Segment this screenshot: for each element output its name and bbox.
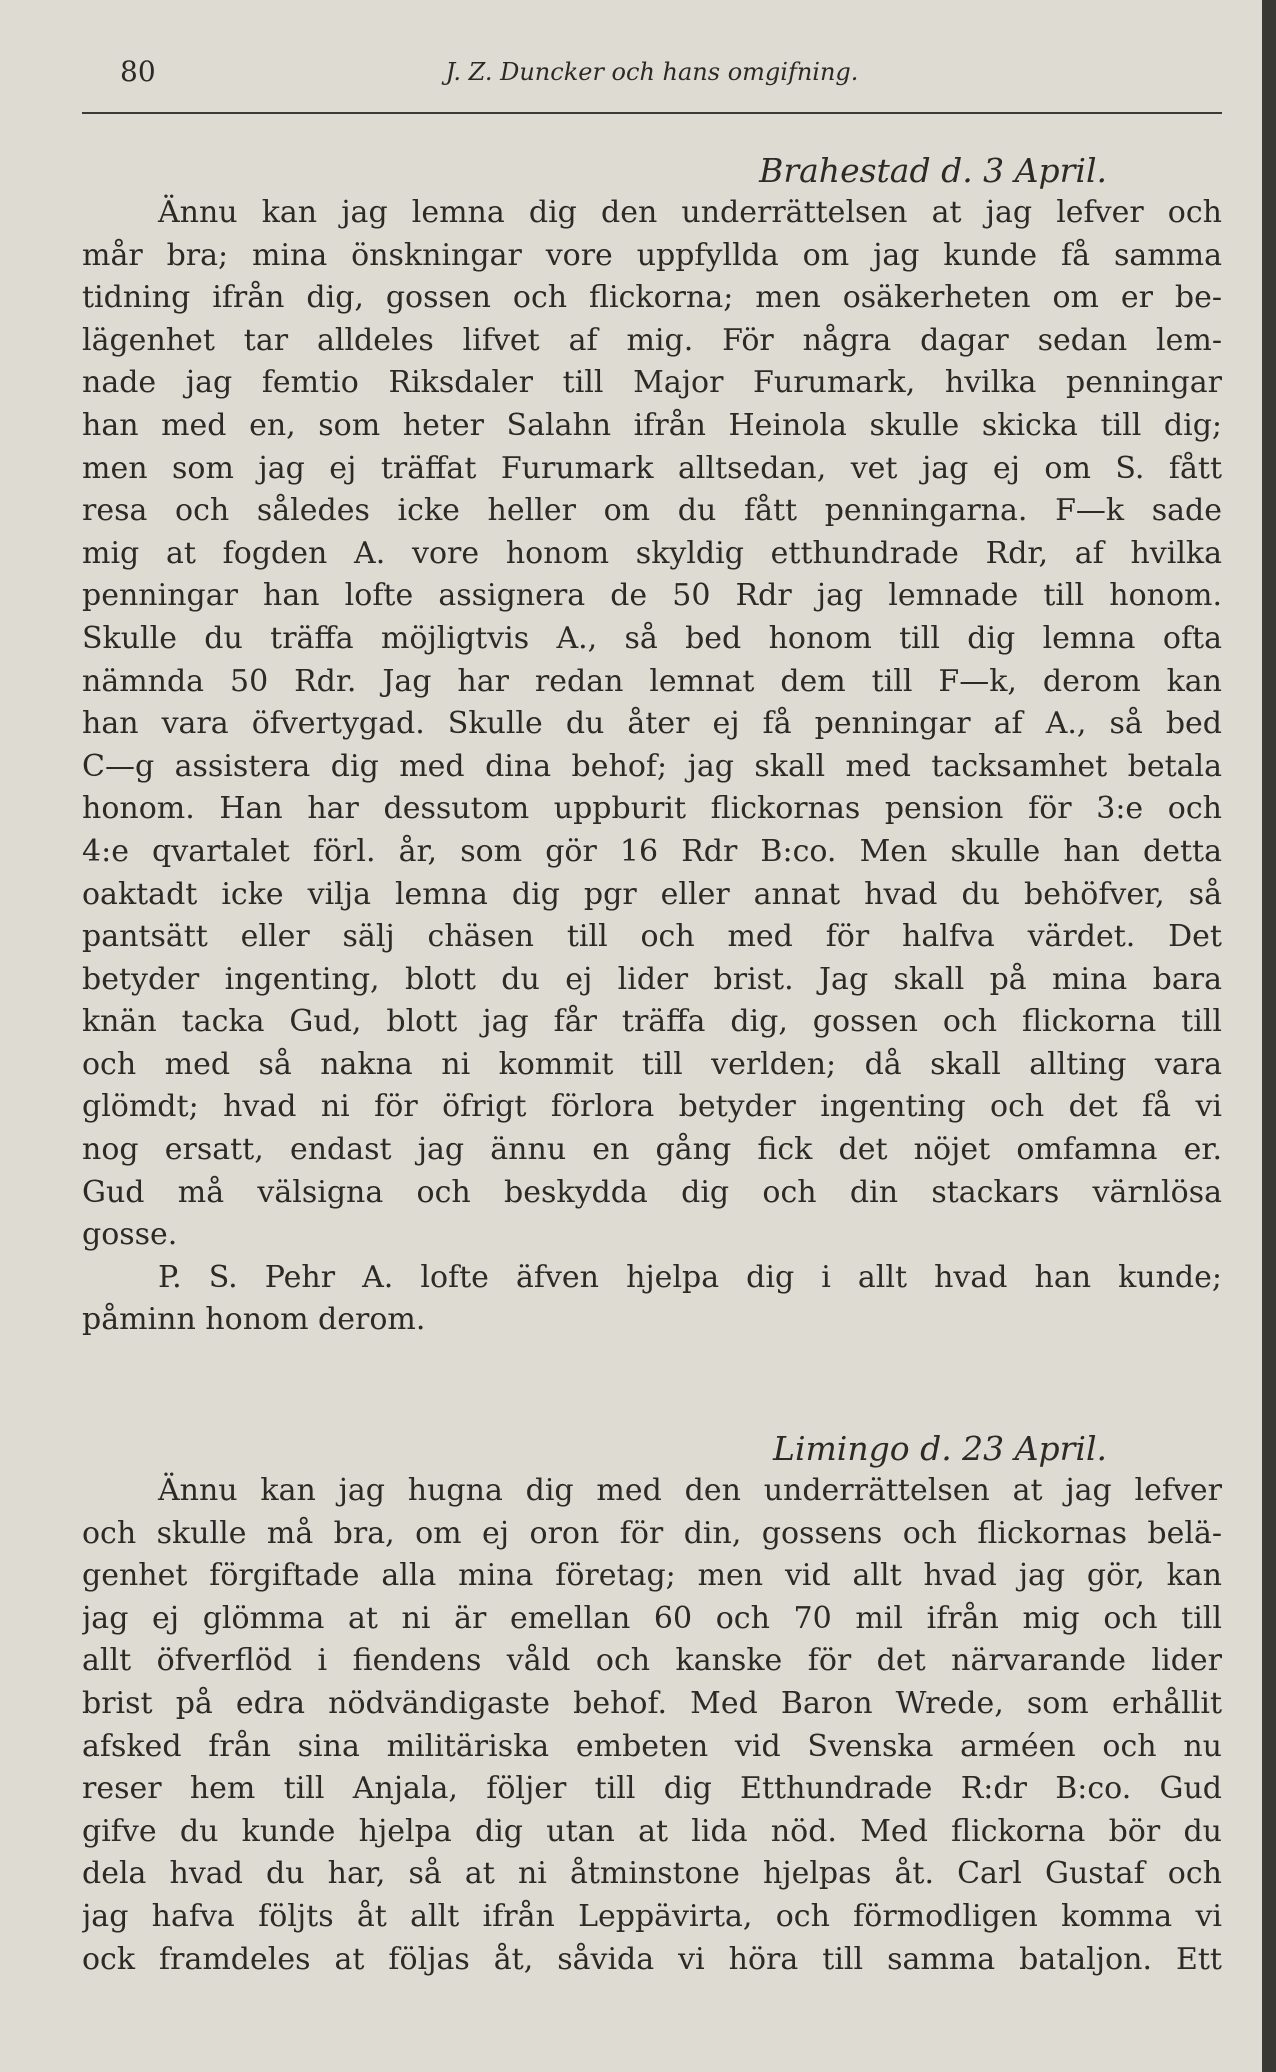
text-line: nog ersatt, endast jag ännu en gång fick det nöjet omfamna er.: [82, 1132, 1222, 1168]
text-line: jag ej glömma at ni är emellan 60 och 70 mil ifrån mig och till: [82, 1600, 1222, 1636]
text-line: tidning ifrån dig, gossen och flickorna; men osäkerheten om er be-: [82, 280, 1222, 316]
text-line: Ännu kan jag hugna dig med den underrättelsen at jag lefver: [158, 1473, 1222, 1508]
text-line: P. S. Pehr A. lofte äfven hjelpa dig i allt hvad han kunde;: [158, 1259, 1222, 1295]
text-line: oaktadt icke vilja lemna dig pgr eller annat hvad du behöfver, så: [82, 876, 1222, 912]
text-line: nade jag femtio Riksdaler till Major Furumark, hvilka penningar: [82, 365, 1222, 401]
text-line: han med en, som heter Salahn ifrån Heinola skulle skicka till dig;: [82, 407, 1222, 443]
page-number: 80: [120, 55, 156, 88]
text-line: lägenhet tar alldeles lifvet af mig. För några dagar sedan lem-: [82, 322, 1222, 358]
text-line: resa och således icke heller om du fått penningarna. F—k sade: [82, 493, 1222, 529]
text-line: betyder ingenting, blott du ej lider brist. Jag skall på mina bara: [82, 961, 1222, 997]
letter-dateline: Limingo d. 23 April.: [773, 1429, 1107, 1468]
text-line: Skulle du träffa möjligtvis A., så bed honom till dig lemna ofta: [82, 620, 1222, 656]
text-line: mig at fogden A. vore honom skyldig etthundrade Rdr, af hvilka: [82, 535, 1222, 571]
text-line: gifve du kunde hjelpa dig utan at lida nöd. Med flickorna bör du: [82, 1813, 1222, 1849]
text-line: han vara öfvertygad. Skulle du åter ej få penningar af A., så bed: [82, 706, 1222, 742]
text-line: brist på edra nödvändigaste behof. Med Baron Wrede, som erhållit: [82, 1685, 1222, 1721]
header-rule: [82, 112, 1222, 114]
text-line: dela hvad du har, så at ni åtminstone hjelpas åt. Carl Gustaf och: [82, 1856, 1222, 1892]
page-header: [82, 52, 1222, 92]
text-line: C—g assistera dig med dina behof; jag skall med tacksamhet betala: [82, 748, 1222, 784]
text-line: genhet förgiftade alla mina företag; men vid allt hvad jag gör, kan: [82, 1558, 1222, 1594]
text-line: knän tacka Gud, blott jag får träffa dig, gossen och flickorna till: [82, 1004, 1222, 1040]
text-line: Ännu kan jag lemna dig den underrättelsen at jag lefver och: [158, 195, 1222, 230]
text-line: penningar han lofte assignera de 50 Rdr jag lemnade till honom.: [82, 578, 1222, 614]
page-edge: [1262, 0, 1276, 2072]
text-line: jag hafva följts åt allt ifrån Leppävirta, och förmodligen komma vi: [82, 1898, 1222, 1934]
text-line: pantsätt eller sälj chäsen till och med för halfva värdet. Det: [82, 919, 1222, 955]
text-line: 4:e qvartalet förl. år, som gör 16 Rdr B:co. Men skulle han detta: [82, 833, 1222, 869]
text-line: mår bra; mina önskningar vore uppfyllda om jag kunde få samma: [82, 237, 1222, 273]
text-line: och skulle må bra, om ej oron för din, gossens och flickornas belä-: [82, 1515, 1222, 1551]
text-line: reser hem till Anjala, följer till dig Etthundrade R:dr B:co. Gud: [82, 1771, 1222, 1807]
text-line: allt öfverflöd i fiendens våld och kanske för det närvarande lider: [82, 1643, 1222, 1679]
text-line: afsked från sina militäriska embeten vid Svenska arméen och nu: [82, 1728, 1222, 1764]
letter-dateline: Brahestad d. 3 April.: [759, 151, 1107, 190]
running-title: J. Z. Duncker och hans omgifning.: [445, 58, 859, 86]
text-line: Gud må välsigna och beskydda dig och din stackars värnlösa: [82, 1174, 1222, 1210]
text-line: ock framdeles at följas åt, såvida vi höra till samma bataljon. Ett: [82, 1941, 1222, 1977]
letter-body: [82, 192, 1222, 1342]
text-line: gosse.: [82, 1217, 178, 1253]
text-line: glömdt; hvad ni för öfrigt förlora betyder ingenting och det få vi: [82, 1089, 1222, 1125]
letter-limingo: [82, 1428, 1222, 1981]
text-line: men som jag ej träffat Furumark alltsedan, vet jag ej om S. fått: [82, 450, 1222, 486]
text-line: och med så nakna ni kommit till verlden; då skall allting vara: [82, 1046, 1222, 1082]
letter-brahestad: [82, 150, 1222, 1342]
letter-body: [82, 1470, 1222, 1981]
text-line: honom. Han har dessutom uppburit flickornas pension för 3:e och: [82, 791, 1222, 827]
text-line: nämnda 50 Rdr. Jag har redan lemnat dem till F—k, derom kan: [82, 663, 1222, 699]
text-line: påminn honom derom.: [82, 1302, 426, 1338]
